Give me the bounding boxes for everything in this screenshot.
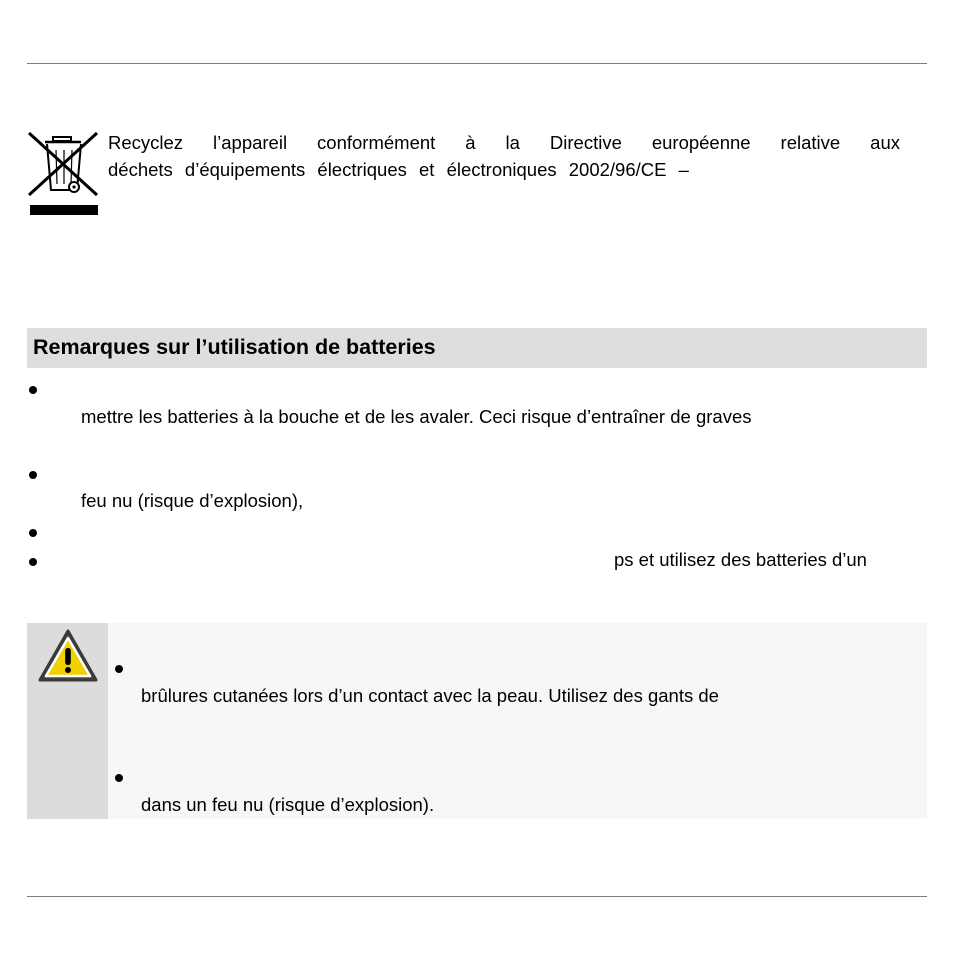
recycling-notice <box>108 129 900 183</box>
header-rule <box>27 63 927 64</box>
section-heading-bar <box>27 328 927 368</box>
warning-box <box>27 623 927 819</box>
footer-rule <box>27 896 927 897</box>
bullet-1-line-2: mettre les batteries à la bouche et de les avaler. Ceci risque d’entraîner de graves <box>81 406 752 427</box>
bullet-dot-2 <box>29 471 37 479</box>
bullet-2-line-2: feu nu (risque d’explosion), <box>81 490 304 511</box>
crossed-out-wheelie-bin-icon <box>26 128 100 218</box>
recycling-line-1: Recyclez l’appareil conformément à la Directive européenne relative aux <box>108 132 900 153</box>
bullet-4-tail: ps et utilisez des batteries d’un <box>614 549 867 570</box>
warning-bullet-dot-2 <box>115 774 123 782</box>
bullet-dot-1 <box>29 386 37 394</box>
warning-bullet-dot-1 <box>115 665 123 673</box>
bullet-dot-4 <box>29 558 37 566</box>
recycling-line-2: déchets d’équipements électriques et électroniques 2002/96/CE – <box>108 159 689 180</box>
warning-sidebar <box>27 623 108 819</box>
warning-1-line-2: brûlures cutanées lors d’un contact avec la peau. Utilisez des gants de <box>141 685 719 706</box>
warning-2-line-2: dans un feu nu (risque d’explosion). <box>141 794 435 815</box>
warning-triangle-icon <box>37 628 99 684</box>
section-title: Remarques sur l’utilisation de batteries <box>33 335 436 359</box>
bullet-dot-3 <box>29 529 37 537</box>
